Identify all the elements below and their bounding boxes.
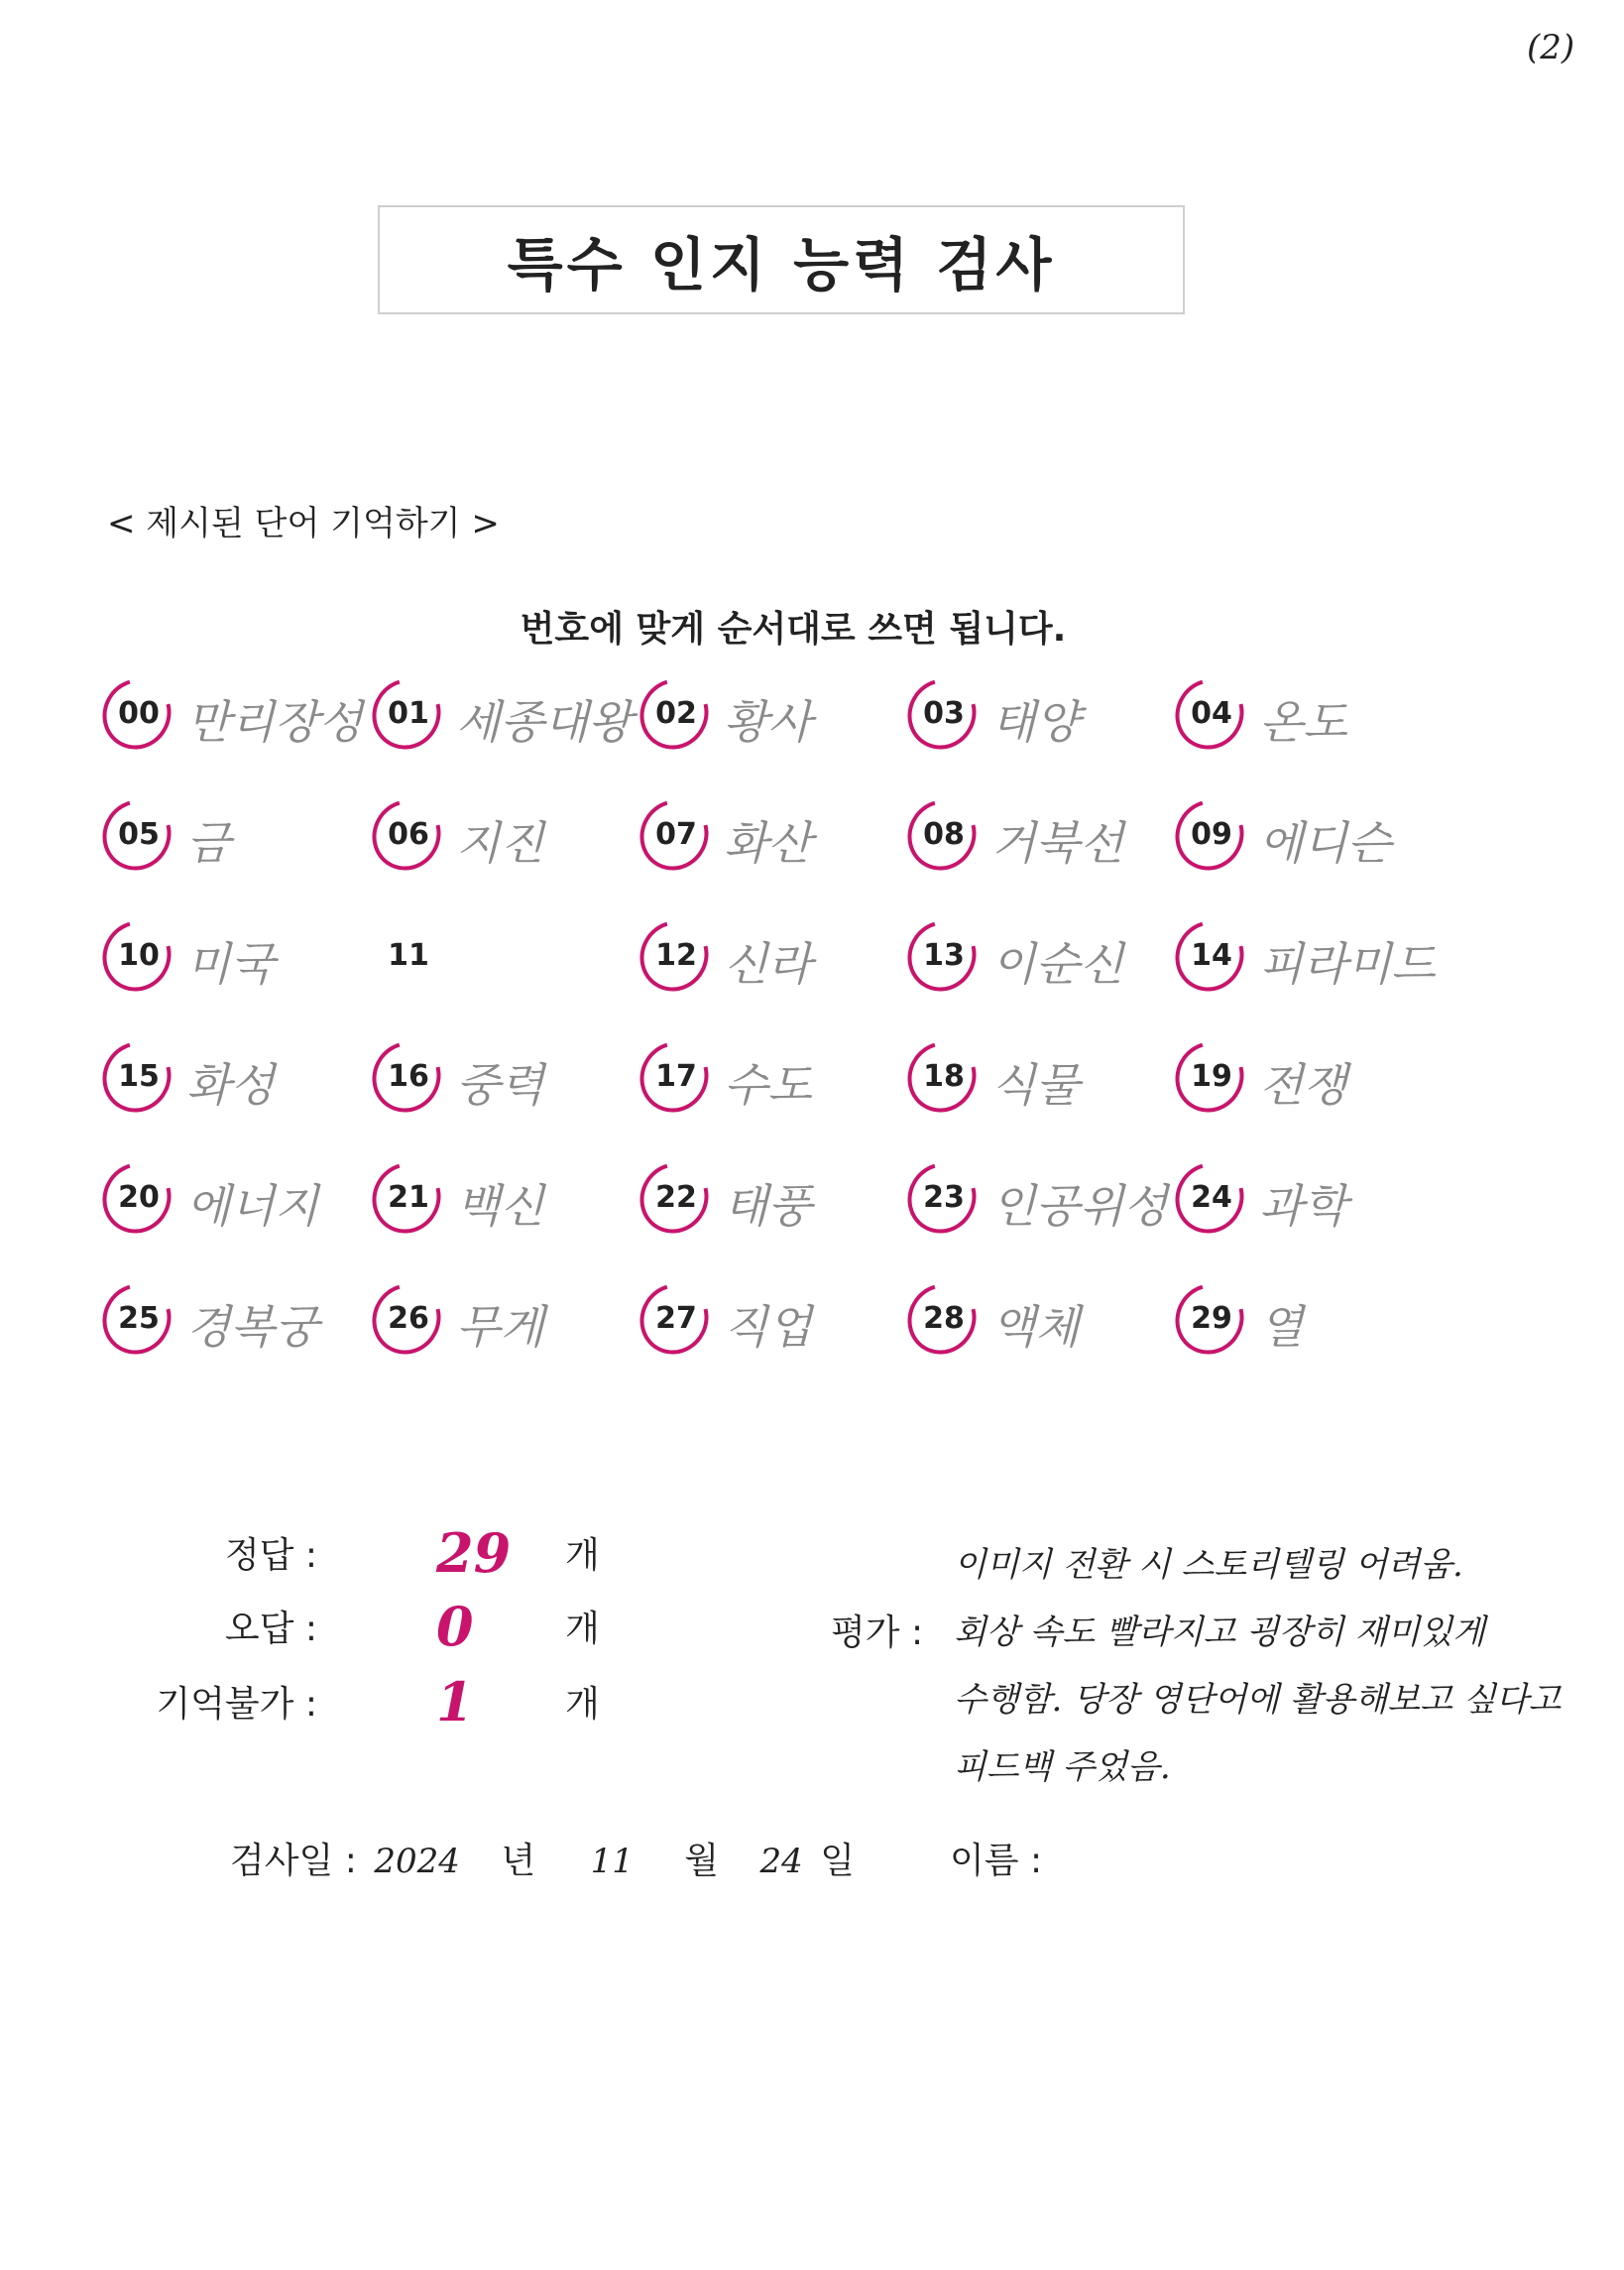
word-cell: [646, 684, 914, 803]
word-cell: [914, 1047, 1182, 1166]
evaluation-line: 피드백 주었음.: [954, 1747, 1171, 1787]
word-cell: [379, 926, 646, 1045]
wrong-label: 오답 :: [224, 1609, 317, 1649]
word-cell: [914, 1168, 1182, 1287]
word-number: 28: [923, 1301, 965, 1336]
word-number: 03: [923, 696, 965, 731]
word-cell: [379, 1168, 646, 1287]
evaluation-line: 회상 속도 빨라지고 굉장히 재미있게: [954, 1613, 1485, 1652]
word-number: 04: [1191, 696, 1232, 731]
word-number: 26: [388, 1301, 429, 1336]
unrecalled-value: 1: [436, 1670, 474, 1733]
word-cell: [1182, 805, 1450, 924]
word-number: 19: [1191, 1059, 1232, 1094]
word-number: 23: [923, 1180, 965, 1215]
word-cell: [914, 805, 1182, 924]
word-cell: [1182, 1047, 1450, 1166]
written-word: 인공위성: [991, 1179, 1168, 1233]
written-word: 전쟁: [1259, 1058, 1347, 1112]
word-number: 21: [388, 1180, 429, 1215]
word-number: 05: [118, 817, 160, 852]
word-cell: [1182, 1289, 1450, 1408]
word-cell: [379, 805, 646, 924]
word-cell: [379, 1047, 646, 1166]
written-word: 화산: [724, 816, 812, 870]
word-number: 10: [118, 938, 160, 973]
word-number: 01: [388, 696, 429, 731]
written-word: 황사: [724, 695, 812, 749]
written-word: 이순신: [991, 937, 1124, 991]
unrecalled-row: [156, 1670, 635, 1735]
word-number: 14: [1191, 938, 1232, 973]
word-number: 00: [118, 696, 160, 731]
unrecalled-label: 기억불가 :: [156, 1684, 317, 1725]
test-date: [230, 1833, 855, 1883]
correct-row: [169, 1521, 635, 1587]
name-field: [950, 1833, 1042, 1883]
word-number: 27: [655, 1301, 697, 1336]
word-cell: [109, 1168, 377, 1287]
word-cell: [914, 926, 1182, 1045]
word-cell: [1182, 1168, 1450, 1287]
word-cell: [109, 684, 377, 803]
word-number: 22: [655, 1180, 697, 1215]
written-word: 만리장성: [186, 695, 363, 749]
correct-mark-circle: [90, 666, 184, 762]
date-year: 2024: [374, 1842, 460, 1881]
word-cell: [914, 1289, 1182, 1408]
name-label: 이름 :: [950, 1841, 1043, 1881]
written-word: 태풍: [724, 1179, 812, 1233]
written-word: 에디슨: [1259, 816, 1392, 870]
date-label: 검사일 :: [230, 1841, 357, 1881]
word-number: 25: [118, 1301, 160, 1336]
written-word: 직업: [724, 1300, 812, 1354]
word-cell: [646, 926, 914, 1045]
year-unit: 년: [501, 1841, 536, 1881]
section-label: < 제시된 단어 기억하기 >: [107, 504, 500, 543]
wrong-row: [169, 1595, 635, 1660]
word-number: 13: [923, 938, 965, 973]
evaluation-line: 이미지 전환 시 스토리텔링 어려움.: [954, 1545, 1463, 1585]
unrecalled-unit: 개: [565, 1684, 600, 1725]
word-number: 09: [1191, 817, 1232, 852]
word-cell: [109, 1047, 377, 1166]
word-cell: [646, 805, 914, 924]
page-number: (2): [1527, 28, 1575, 67]
correct-value: 29: [436, 1521, 512, 1585]
written-word: 지진: [456, 816, 544, 870]
word-cell: [646, 1168, 914, 1287]
written-word: 온도: [1259, 695, 1347, 749]
word-cell: [109, 926, 377, 1045]
word-cell: [379, 1289, 646, 1408]
word-cell: [109, 805, 377, 924]
word-number: 07: [655, 817, 697, 852]
word-number: 06: [388, 817, 429, 852]
evaluation-label: 평가 :: [831, 1613, 924, 1653]
word-cell: [646, 1047, 914, 1166]
word-cell: [1182, 684, 1450, 803]
date-day: 24: [759, 1842, 803, 1881]
written-word: 신라: [724, 937, 812, 991]
word-cell: [914, 684, 1182, 803]
written-word: 화성: [186, 1058, 275, 1112]
word-number: 08: [923, 817, 965, 852]
wrong-unit: 개: [565, 1609, 600, 1649]
written-word: 경복궁: [186, 1300, 319, 1354]
date-month: 11: [590, 1842, 634, 1881]
written-word: 식물: [991, 1058, 1080, 1112]
evaluation-line: 수행함. 당장 영단어에 활용해보고 싶다고: [954, 1680, 1562, 1720]
word-number: 16: [388, 1059, 429, 1094]
month-unit: 월: [684, 1841, 720, 1881]
written-word: 피라미드: [1259, 937, 1436, 991]
written-word: 금: [186, 816, 231, 870]
word-cell: [109, 1289, 377, 1408]
written-word: 중력: [456, 1058, 544, 1112]
word-number: 20: [118, 1180, 160, 1215]
written-word: 백신: [456, 1179, 544, 1233]
written-word: 태양: [991, 695, 1080, 749]
wrong-value: 0: [436, 1595, 474, 1658]
written-word: 열: [1259, 1300, 1304, 1354]
word-number: 02: [655, 696, 697, 731]
title-box: [378, 205, 1185, 314]
word-number: 29: [1191, 1301, 1232, 1336]
word-grid: [109, 684, 1467, 1408]
word-cell: [1182, 926, 1450, 1045]
word-number: 15: [118, 1059, 160, 1094]
word-number: 24: [1191, 1180, 1232, 1215]
word-cell: [379, 684, 646, 803]
word-number: 17: [655, 1059, 697, 1094]
word-number: 12: [655, 938, 697, 973]
word-number: 11: [388, 938, 429, 973]
written-word: 미국: [186, 937, 275, 991]
written-word: 세종대왕: [456, 695, 633, 749]
page-title: 특수 인지 능력 검사: [507, 231, 1056, 299]
correct-label: 정답 :: [224, 1535, 317, 1576]
word-number: 18: [923, 1059, 965, 1094]
evaluation-text: [954, 1537, 1598, 1807]
instruction-text: 번호에 맞게 순서대로 쓰면 됩니다.: [520, 609, 1067, 650]
written-word: 수도: [724, 1058, 812, 1112]
written-word: 에너지: [186, 1179, 319, 1233]
written-word: 액체: [991, 1300, 1080, 1354]
correct-unit: 개: [565, 1535, 600, 1576]
written-word: 무게: [456, 1300, 544, 1354]
written-word: 과학: [1259, 1179, 1347, 1233]
day-unit: 일: [820, 1841, 856, 1881]
word-cell: [646, 1289, 914, 1408]
written-word: 거북선: [991, 816, 1124, 870]
